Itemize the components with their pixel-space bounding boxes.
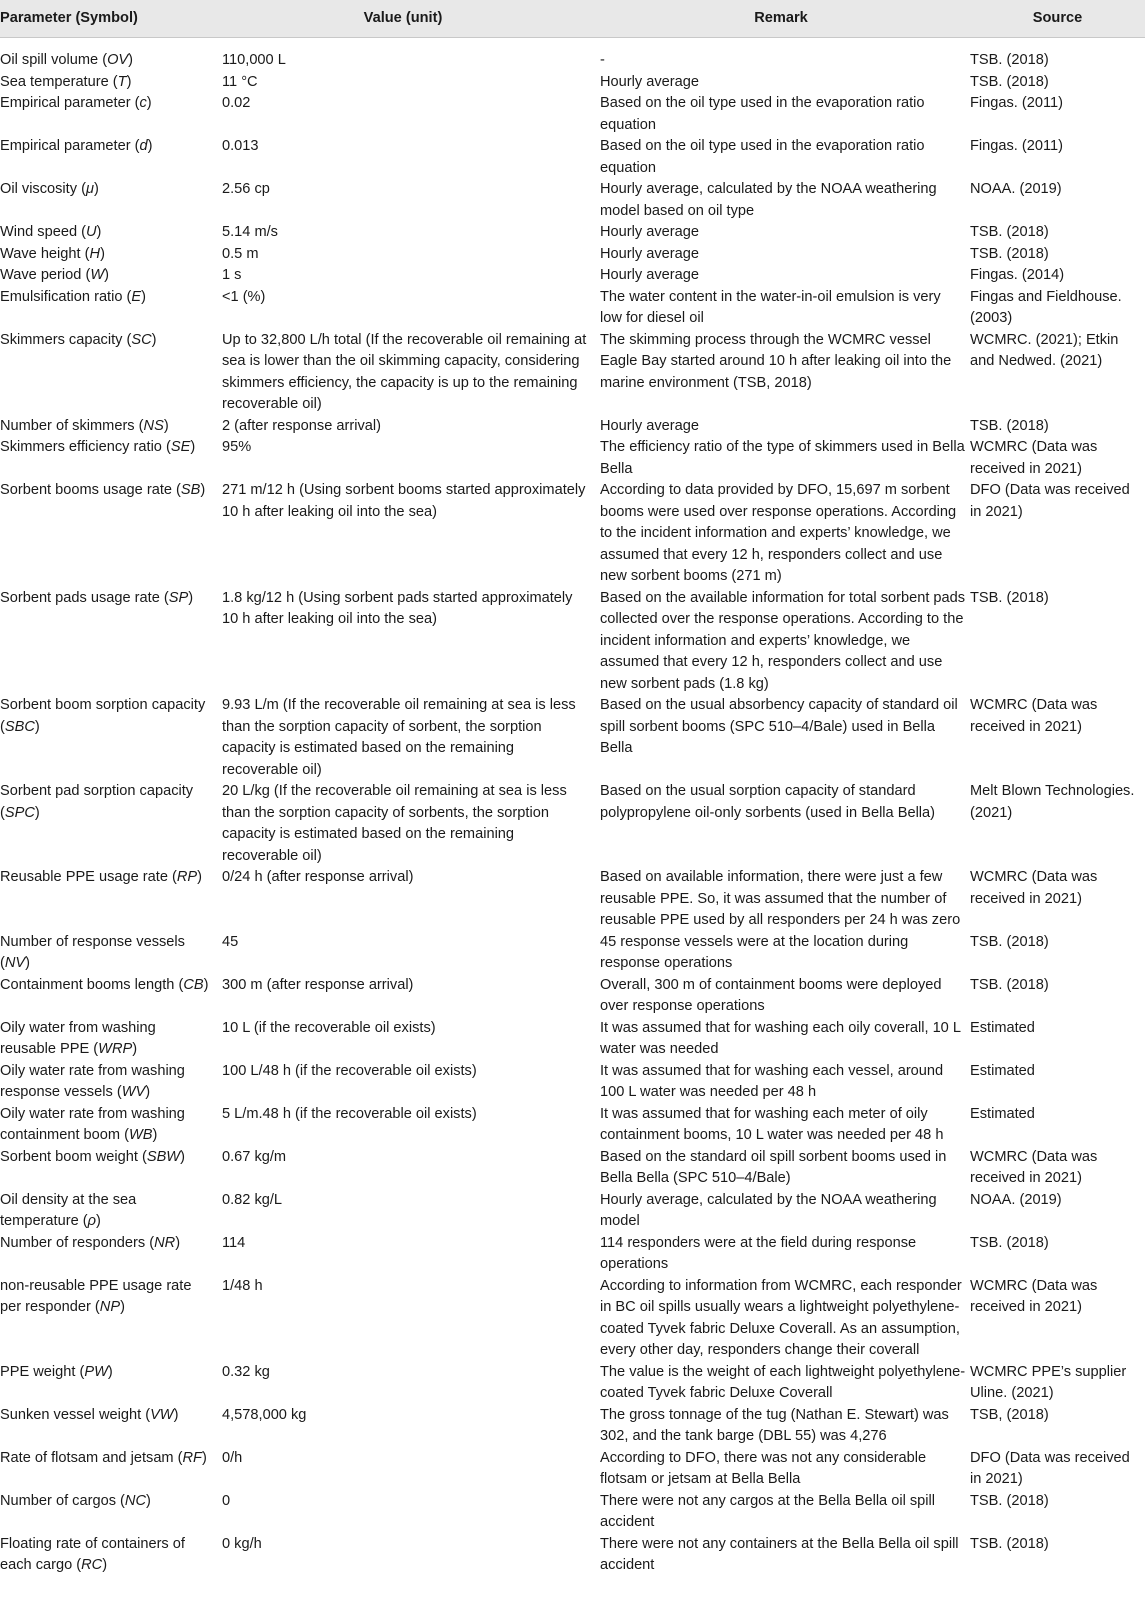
parameter-name: Empirical parameter <box>0 138 131 154</box>
parameter-symbol: VW <box>150 1406 174 1423</box>
cell-source: Estimated <box>970 1062 1035 1079</box>
parameter-name: Oily water from washing reusable PPE <box>0 1019 156 1057</box>
cell-remark: There were not any containers at the Bella Bella oil spill accident <box>600 1535 959 1573</box>
parameter-name: Number of response vessels <box>0 933 185 950</box>
cell-source: DFO (Data was received in 2021) <box>970 1449 1130 1487</box>
parameter-name: Skimmers efficiency ratio <box>0 439 162 455</box>
table-row <box>0 695 1145 781</box>
cell-value: 0.013 <box>222 138 259 154</box>
parameter-symbol: WRP <box>98 1041 133 1057</box>
cell-source: NOAA. (2019) <box>970 181 1062 197</box>
cell-parameter: non-reusable PPE usage rate per responder (NP) <box>0 1277 192 1315</box>
cell-source: WCMRC PPE’s supplier Uline. (2021) <box>970 1363 1127 1401</box>
cell-parameter: Containment booms length (CB) <box>0 976 209 993</box>
cell-source: TSB. (2018) <box>970 1492 1049 1509</box>
cell-remark: Hourly average <box>600 245 699 262</box>
parameter-name: Containment booms length <box>0 976 175 993</box>
parameter-name: Sea temperature <box>0 73 109 90</box>
cell-source: TSB. (2018) <box>970 589 1049 606</box>
parameter-name: Oil density at the sea temperature <box>0 1191 137 1229</box>
parameter-name: Number of cargos <box>0 1492 116 1509</box>
cell-parameter: Sea temperature (T) <box>0 73 132 90</box>
header-value: Value (unit) <box>214 0 592 38</box>
table-row <box>0 1104 1145 1147</box>
parameter-symbol: NP <box>99 1299 121 1315</box>
cell-parameter: Oily water rate from washing response vessels (WV) <box>0 1062 185 1100</box>
cell-value: <1 (%) <box>222 288 266 305</box>
cell-value: Up to 32,800 L/h total (If the recoverable oil remaining at sea is lower than the oil skimming capacity, considering skimmers efficiency, the capacity is up to the remaining recoverable oil) <box>222 331 587 412</box>
table-row <box>0 287 1145 330</box>
cell-value: 9.93 L/m (If the recoverable oil remaining at sea is less than the sorption capacity of sorbent, the sorption capacity is estimated based on the remaining recoverable oil) <box>222 697 576 778</box>
cell-parameter: Empirical parameter (d) <box>0 138 153 154</box>
parameter-name: Sorbent pad sorption capacity <box>0 783 194 799</box>
table-row <box>0 975 1145 1018</box>
cell-remark: Hourly average, calculated by the NOAA weathering model <box>600 1191 937 1229</box>
cell-parameter: Sorbent boom weight (SBW) <box>0 1148 185 1165</box>
cell-parameter: Number of cargos (NC) <box>0 1492 151 1509</box>
cell-remark: Hourly average <box>600 224 699 240</box>
cell-source: TSB, (2018) <box>970 1406 1049 1423</box>
cell-remark: Based on the oil type used in the evaporation ratio equation <box>600 138 925 176</box>
cell-value: 100 L/48 h (if the recoverable oil exists) <box>222 1062 477 1079</box>
cell-source: WCMRC (Data was received in 2021) <box>970 869 1098 907</box>
cell-parameter: Floating rate of containers of each cargo (RC) <box>0 1535 185 1573</box>
parameter-symbol: SP <box>168 589 189 606</box>
cell-value: 20 L/kg (If the recoverable oil remaining at sea is less than the sorption capacity of sorbents, the sorption capacity is estimated based on the remaining recoverable oil) <box>222 783 567 864</box>
header-parameter: Parameter (Symbol) <box>0 0 214 38</box>
cell-value: 5.14 m/s <box>222 224 278 240</box>
cell-value: 0.02 <box>222 95 251 111</box>
cell-remark: Hourly average, calculated by the NOAA weathering model based on oil type <box>600 181 937 219</box>
table-row <box>0 1190 1145 1233</box>
table-row <box>0 480 1145 588</box>
parameter-name: Number of skimmers <box>0 417 135 434</box>
parameter-name: Empirical parameter <box>0 95 131 111</box>
parameter-symbol: W <box>90 267 105 283</box>
cell-parameter: Sorbent pad sorption capacity (SPC) <box>0 783 194 821</box>
cell-value: 110,000 L <box>222 52 286 68</box>
table-body <box>0 38 1145 1577</box>
parameter-name: Wave height <box>0 245 81 262</box>
table-row <box>0 1018 1145 1061</box>
table-row <box>0 93 1145 136</box>
table-row <box>0 1147 1145 1190</box>
parameter-name: Reusable PPE usage rate <box>0 869 168 885</box>
cell-source: Fingas. (2011) <box>970 95 1064 111</box>
cell-remark: Based on the available information for total sorbent pads collected over the response operations. According to the incident information and experts’ knowledge, we assumed that every 12 h, responders collect and use new sorbent pads (1.8 kg) <box>600 589 966 692</box>
cell-remark: According to DFO, there was not any considerable flotsam or jetsam at Bella Bella <box>600 1449 927 1487</box>
parameter-name: Oil viscosity <box>0 181 78 197</box>
parameter-symbol: NV <box>4 955 26 971</box>
table-row <box>0 1362 1145 1405</box>
parameter-symbol: ρ <box>87 1213 96 1229</box>
cell-remark: The skimming process through the WCMRC vessel Eagle Bay started around 10 h after leaking oil into the marine environment (TSB, 2018) <box>600 331 952 391</box>
table-row <box>0 1061 1145 1104</box>
parameter-symbol: WV <box>121 1084 146 1100</box>
cell-parameter: Wave period (W) <box>0 267 109 283</box>
cell-value: 300 m (after response arrival) <box>222 976 414 993</box>
cell-value: 11 °C <box>222 73 258 90</box>
table-row <box>0 1491 1145 1534</box>
cell-remark: The value is the weight of each lightweight polyethylene-coated Tyvek fabric Deluxe Coverall <box>600 1363 966 1401</box>
cell-remark: Overall, 300 m of containment booms were deployed over response operations <box>600 976 942 1014</box>
cell-source: TSB. (2018) <box>970 52 1049 68</box>
parameter-name: Emulsification ratio <box>0 288 123 305</box>
cell-source: Fingas. (2014) <box>970 267 1065 283</box>
parameter-symbol: SB <box>180 482 201 498</box>
cell-source: WCMRC (Data was received in 2021) <box>970 1148 1098 1186</box>
cell-source: WCMRC (Data was received in 2021) <box>970 697 1098 735</box>
table-row <box>0 932 1145 975</box>
cell-parameter: Oil viscosity (μ) <box>0 181 99 197</box>
table-row <box>0 1448 1145 1491</box>
cell-remark: The efficiency ratio of the type of skimmers used in Bella Bella <box>600 439 965 477</box>
cell-remark: 45 response vessels were at the location during response operations <box>600 933 909 971</box>
parameter-symbol: SPC <box>4 804 35 821</box>
cell-value: 0.5 m <box>222 245 259 262</box>
table-row <box>0 781 1145 867</box>
table-row <box>0 416 1145 438</box>
parameter-name: Floating rate of containers of each cargo <box>0 1535 185 1573</box>
table-row <box>0 244 1145 266</box>
cell-parameter: Sorbent pads usage rate (SP) <box>0 589 194 606</box>
table-row <box>0 38 1145 72</box>
cell-value: 2.56 cp <box>222 181 270 197</box>
cell-value: 4,578,000 kg <box>222 1406 307 1423</box>
cell-value: 2 (after response arrival) <box>222 417 381 434</box>
cell-parameter: Sunken vessel weight (VW) <box>0 1406 179 1423</box>
cell-parameter: Skimmers capacity (SC) <box>0 331 157 348</box>
parameter-name: Skimmers capacity <box>0 331 123 348</box>
cell-remark: Hourly average <box>600 73 699 90</box>
cell-source: Estimated <box>970 1105 1035 1122</box>
parameter-symbol: SE <box>170 439 191 455</box>
cell-value: 10 L (if the recoverable oil exists) <box>222 1019 436 1036</box>
table-row <box>0 437 1145 480</box>
cell-value: 5 L/m.48 h (if the recoverable oil exists) <box>222 1105 477 1122</box>
parameter-name: Sorbent booms usage rate <box>0 482 172 498</box>
cell-source: NOAA. (2019) <box>970 1191 1062 1208</box>
cell-source: Fingas and Fieldhouse. (2003) <box>970 288 1122 326</box>
parameter-symbol: OV <box>107 52 129 68</box>
table-row <box>0 1534 1145 1577</box>
cell-value: 0/h <box>222 1449 243 1466</box>
cell-value: 0 kg/h <box>222 1535 262 1552</box>
cell-remark: Based on the oil type used in the evaporation ratio equation <box>600 95 925 133</box>
cell-remark: Hourly average <box>600 417 699 434</box>
cell-source: TSB. (2018) <box>970 1234 1049 1251</box>
parameter-symbol: SBC <box>4 718 35 735</box>
parameter-name: PPE weight <box>0 1363 76 1380</box>
cell-value: 114 <box>222 1234 246 1251</box>
cell-value: 0.82 kg/L <box>222 1191 283 1208</box>
parameter-symbol: NS <box>143 417 164 434</box>
table-row <box>0 588 1145 696</box>
table-header <box>0 0 1145 38</box>
cell-parameter: Wind speed (U) <box>0 224 102 240</box>
table-row <box>0 330 1145 416</box>
cell-parameter: Oil spill volume (OV) <box>0 52 134 68</box>
cell-source: WCMRC (Data was received in 2021) <box>970 1277 1098 1315</box>
parameter-symbol: NC <box>124 1492 147 1509</box>
cell-source: TSB. (2018) <box>970 224 1049 240</box>
cell-source: Estimated <box>970 1019 1035 1036</box>
cell-parameter: PPE weight (PW) <box>0 1363 113 1380</box>
cell-parameter: Oily water from washing reusable PPE (WRP) <box>0 1019 156 1057</box>
parameter-name: Number of responders <box>0 1234 146 1251</box>
cell-value: 95% <box>222 439 252 455</box>
cell-parameter: Oily water rate from washing containment boom (WB) <box>0 1105 185 1143</box>
header-source: Source <box>970 0 1145 38</box>
cell-parameter: Oil density at the sea temperature (ρ) <box>0 1191 137 1229</box>
parameter-name: non-reusable PPE usage rate per responder <box>0 1277 192 1315</box>
cell-remark: There were not any cargos at the Bella Bella oil spill accident <box>600 1492 936 1530</box>
cell-parameter: Rate of flotsam and jetsam (RF) <box>0 1449 207 1466</box>
cell-source: TSB. (2018) <box>970 976 1049 993</box>
parameter-symbol: E <box>131 288 142 305</box>
parameter-symbol: RC <box>81 1557 103 1573</box>
header-remark: Remark <box>592 0 970 38</box>
cell-remark: - <box>600 52 605 68</box>
parameter-symbol: SC <box>131 331 152 348</box>
cell-remark: According to information from WCMRC, each responder in BC oil spills usually wears a lightweight polyethylene-coated Tyvek fabric Deluxe Coverall. As an assumption, every other day, responders change their coverall <box>600 1277 962 1358</box>
cell-value: 1.8 kg/12 h (Using sorbent pads started approximately 10 h after leaking oil into the sea) <box>222 589 573 627</box>
cell-remark: The water content in the water-in-oil emulsion is very low for diesel oil <box>600 288 941 326</box>
cell-parameter: Wave height (H) <box>0 245 105 262</box>
parameter-name: Wave period <box>0 267 82 283</box>
parameter-symbol: SBW <box>146 1148 181 1165</box>
parameter-symbol: H <box>89 245 101 262</box>
cell-parameter: Emulsification ratio (E) <box>0 288 147 305</box>
cell-source: Melt Blown Technologies. (2021) <box>970 783 1135 821</box>
parameter-name: Sorbent boom weight <box>0 1148 138 1165</box>
parameter-name: Sunken vessel weight <box>0 1406 142 1423</box>
cell-value: 1 s <box>222 267 242 283</box>
table-row <box>0 72 1145 94</box>
parameter-symbol: PW <box>84 1363 108 1380</box>
cell-remark: Based on the standard oil spill sorbent booms used in Bella Bella (SPC 510–4/Bale) <box>600 1148 947 1186</box>
cell-source: Fingas. (2011) <box>970 138 1064 154</box>
table-row <box>0 1233 1145 1276</box>
parameter-name: Oil spill volume <box>0 52 99 68</box>
parameter-name: Rate of flotsam and jetsam <box>0 1449 174 1466</box>
cell-parameter: Number of skimmers (NS) <box>0 417 169 434</box>
cell-remark: It was assumed that for washing each meter of oily containment booms, 10 L water was needed per 48 h <box>600 1105 944 1143</box>
cell-source: TSB. (2018) <box>970 245 1049 262</box>
cell-parameter: Empirical parameter (c) <box>0 95 152 111</box>
cell-remark: The gross tonnage of the tug (Nathan E. Stewart) was 302, and the tank barge (DBL 55) was 4,276 <box>600 1406 949 1444</box>
table-row <box>0 136 1145 179</box>
table-row <box>0 222 1145 244</box>
cell-remark: Hourly average <box>600 267 699 283</box>
cell-source: WCMRC (Data was received in 2021) <box>970 439 1098 477</box>
parameter-symbol: U <box>86 224 97 240</box>
parameter-symbol: d <box>139 138 148 154</box>
parameter-name: Sorbent pads usage rate <box>0 589 160 606</box>
cell-remark: It was assumed that for washing each oily coverall, 10 L water was needed <box>600 1019 961 1057</box>
cell-source: TSB. (2018) <box>970 417 1049 434</box>
cell-parameter: Number of response vessels (NV) <box>0 933 185 971</box>
cell-value: 0/24 h (after response arrival) <box>222 869 414 885</box>
table-row <box>0 265 1145 287</box>
cell-remark: It was assumed that for washing each vessel, around 100 L water was needed per 48 h <box>600 1062 944 1100</box>
cell-remark: Based on available information, there were just a few reusable PPE. So, it was assumed that the number of reusable PPE used by all responders per 24 h was zero <box>600 869 961 928</box>
cell-parameter: Sorbent boom sorption capacity (SBC) <box>0 697 206 735</box>
parameter-symbol: c <box>139 95 147 111</box>
cell-source: WCMRC. (2021); Etkin and Nedwed. (2021) <box>970 331 1119 369</box>
parameter-name: Oily water rate from washing containment boom <box>0 1105 185 1143</box>
table-row <box>0 179 1145 222</box>
cell-remark: 114 responders were at the field during response operations <box>600 1234 917 1272</box>
cell-source: DFO (Data was received in 2021) <box>970 482 1130 520</box>
cell-parameter: Skimmers efficiency ratio (SE) <box>0 439 196 455</box>
parameter-name: Sorbent boom sorption capacity <box>0 697 206 713</box>
cell-remark: According to data provided by DFO, 15,697 m sorbent booms were used over response operations. According to the incident information and experts’ knowledge, we assumed that every 12 h, responders collect and use new sorbent booms (271 m) <box>600 482 957 584</box>
cell-value: 0 <box>222 1492 231 1509</box>
cell-value: 0.67 kg/m <box>222 1148 287 1165</box>
header-row <box>0 0 1145 38</box>
cell-value: 45 <box>222 933 239 950</box>
parameter-symbol: μ <box>85 181 94 197</box>
table-row <box>0 1276 1145 1362</box>
cell-value: 1/48 h <box>222 1277 263 1294</box>
parameter-symbol: WB <box>129 1127 153 1143</box>
parameter-symbol: RF <box>182 1449 202 1466</box>
cell-value: 0.32 kg <box>222 1363 270 1380</box>
table-row <box>0 1405 1145 1448</box>
cell-parameter: Sorbent booms usage rate (SB) <box>0 482 206 498</box>
parameter-symbol: NR <box>154 1234 176 1251</box>
cell-source: TSB. (2018) <box>970 933 1049 950</box>
parameter-symbol: CB <box>183 976 204 993</box>
parameter-symbol: RP <box>176 869 198 885</box>
cell-source: TSB. (2018) <box>970 73 1049 90</box>
parameter-name: Oily water rate from washing response vessels <box>0 1062 185 1100</box>
table-row <box>0 867 1145 932</box>
cell-parameter: Number of responders (NR) <box>0 1234 181 1251</box>
cell-parameter: Reusable PPE usage rate (RP) <box>0 869 203 885</box>
cell-source: TSB. (2018) <box>970 1535 1049 1552</box>
cell-remark: Based on the usual sorption capacity of standard polypropylene oil-only sorbents (used in Bella Bella) <box>600 783 936 821</box>
cell-value: 271 m/12 h (Using sorbent booms started approximately 10 h after leaking oil into the sea) <box>222 482 586 520</box>
parameter-symbol: T <box>117 73 127 90</box>
cell-remark: Based on the usual absorbency capacity of standard oil spill sorbent booms (SPC 510–4/Bale) used in Bella Bella <box>600 697 958 756</box>
parameter-name: Wind speed <box>0 224 78 240</box>
